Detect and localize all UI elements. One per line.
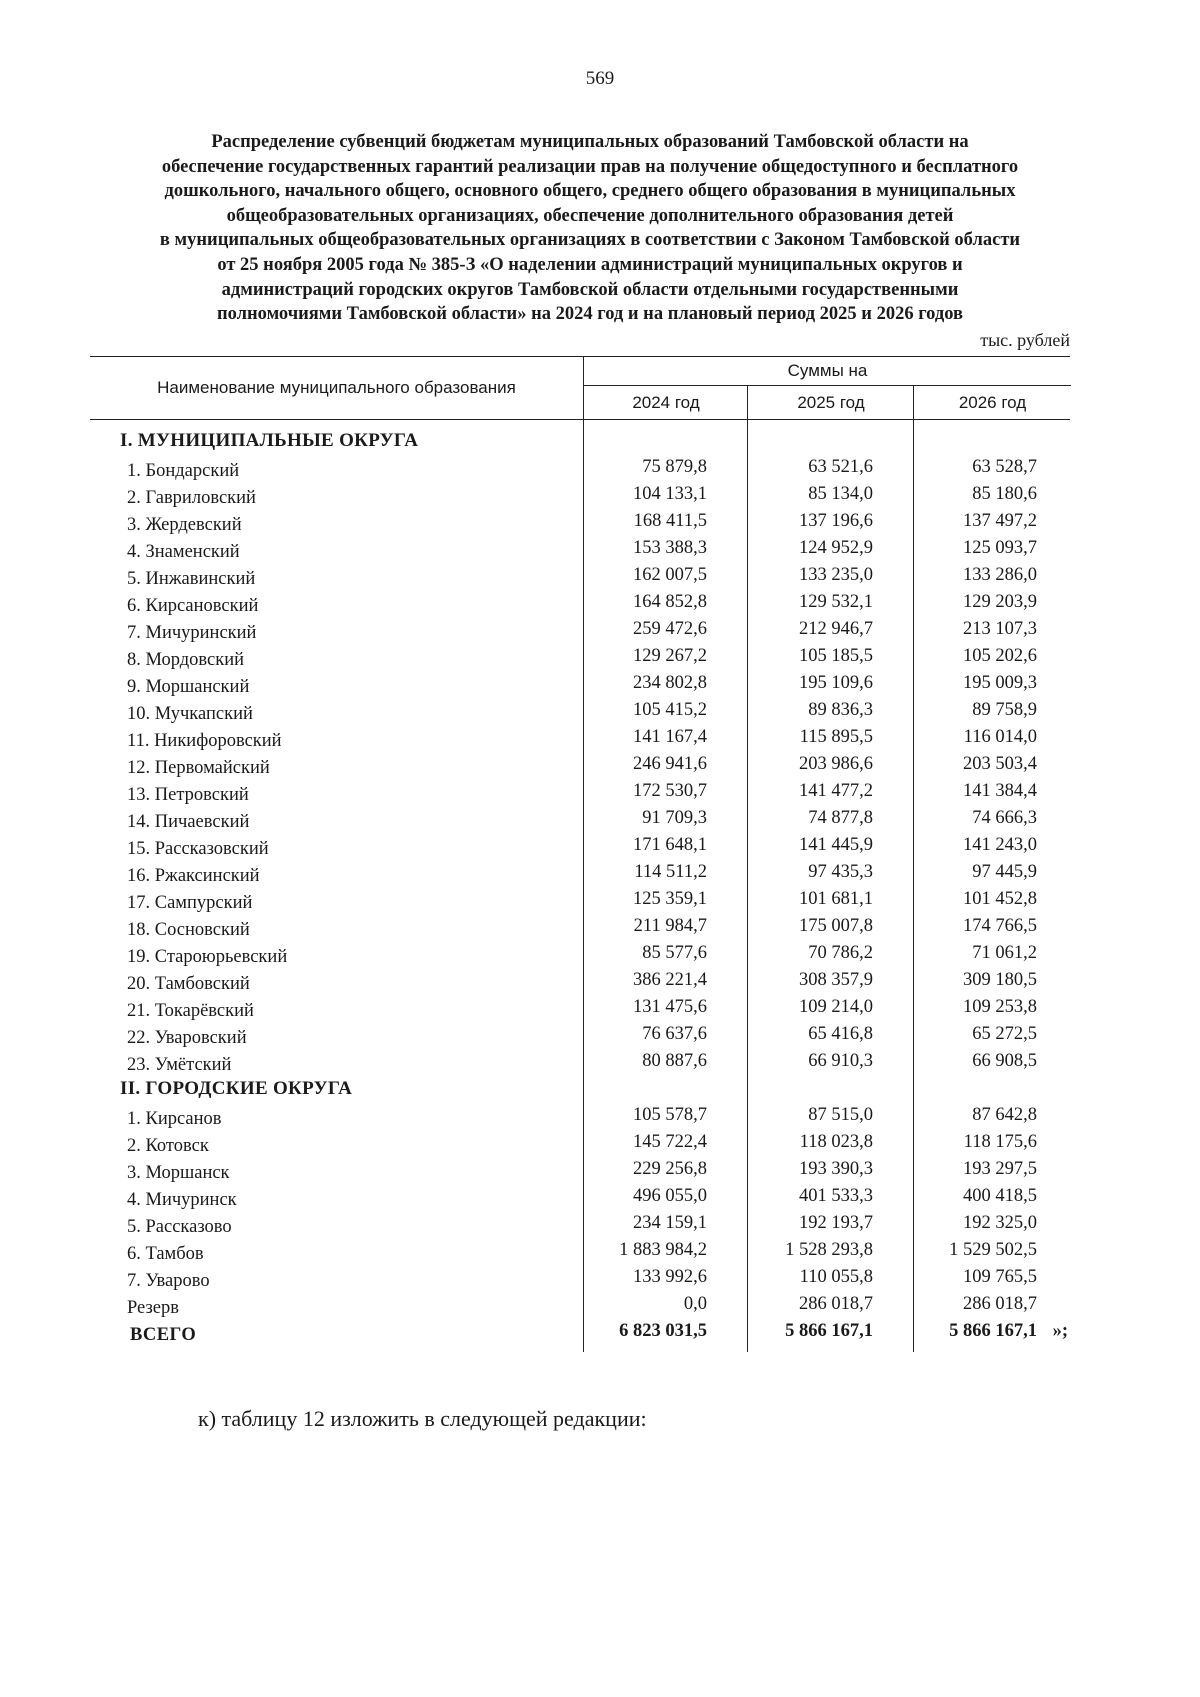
cell-2024: 1 883 984,2 bbox=[619, 1240, 707, 1260]
cell-2025: 105 185,5 bbox=[799, 646, 873, 666]
cell-2025: 401 533,3 bbox=[799, 1186, 873, 1206]
row-name: 21. Токарёвский bbox=[127, 1001, 254, 1021]
cell-2025: 101 681,1 bbox=[799, 889, 873, 909]
cell-2026: 5 866 167,1 bbox=[949, 1321, 1037, 1341]
row-name: 19. Староюрьевский bbox=[127, 947, 288, 967]
cell-2024: 229 256,8 bbox=[633, 1159, 707, 1179]
row-name: 7. Уварово bbox=[127, 1271, 210, 1291]
title-line: обеспечение государственных гарантий реализации прав на получение общедоступного и бесплатного bbox=[161, 156, 1019, 177]
table-row bbox=[0, 1294, 1200, 1321]
cell-2026: 85 180,6 bbox=[972, 484, 1037, 504]
cell-2024: 131 475,6 bbox=[633, 997, 707, 1017]
cell-2024: 246 941,6 bbox=[633, 754, 707, 774]
cell-2024: 153 388,3 bbox=[633, 538, 707, 558]
table-row bbox=[0, 1051, 1200, 1078]
row-name: 5. Инжавинский bbox=[127, 569, 256, 589]
cell-2026: 141 243,0 bbox=[963, 835, 1037, 855]
cell-2025: 63 521,6 bbox=[808, 457, 873, 477]
row-name: ВСЕГО bbox=[130, 1325, 197, 1345]
row-name: 20. Тамбовский bbox=[127, 974, 250, 994]
row-name: 8. Мордовский bbox=[127, 650, 245, 670]
cell-2025: 65 416,8 bbox=[808, 1024, 873, 1044]
cell-2026: 63 528,7 bbox=[972, 457, 1037, 477]
row-name: 14. Пичаевский bbox=[127, 812, 250, 832]
cell-2024: 104 133,1 bbox=[633, 484, 707, 504]
table-row bbox=[0, 1105, 1200, 1132]
row-name: 3. Моршанск bbox=[127, 1163, 230, 1183]
table-row bbox=[0, 781, 1200, 808]
page-number: 569 bbox=[585, 68, 615, 89]
table-body bbox=[0, 430, 1200, 1348]
cell-2025: 70 786,2 bbox=[808, 943, 873, 963]
row-name: 18. Сосновский bbox=[127, 920, 250, 940]
table-row bbox=[0, 646, 1200, 673]
cell-2026: 66 908,5 bbox=[972, 1051, 1037, 1071]
cell-2024: 496 055,0 bbox=[633, 1186, 707, 1206]
cell-2026: 101 452,8 bbox=[963, 889, 1037, 909]
table-header bbox=[90, 356, 1070, 420]
table-section-header bbox=[0, 430, 1200, 457]
cell-2025: 97 435,3 bbox=[808, 862, 873, 882]
cell-2026: 87 642,8 bbox=[972, 1105, 1037, 1125]
table-row bbox=[0, 943, 1200, 970]
cell-2024: 168 411,5 bbox=[633, 511, 707, 531]
cell-2026: 109 253,8 bbox=[963, 997, 1037, 1017]
cell-2025: 115 895,5 bbox=[799, 727, 873, 747]
table-total-row bbox=[0, 1321, 1200, 1348]
cell-2026: 174 766,5 bbox=[963, 916, 1037, 936]
cell-2024: 85 577,6 bbox=[642, 943, 707, 963]
cell-2024: 91 709,3 bbox=[642, 808, 707, 828]
cell-2026: 137 497,2 bbox=[963, 511, 1037, 531]
row-name: 1. Кирсанов bbox=[127, 1109, 222, 1129]
row-name: 17. Сампурский bbox=[127, 893, 253, 913]
table-section-header bbox=[0, 1078, 1200, 1105]
cell-2025: 5 866 167,1 bbox=[785, 1321, 873, 1341]
cell-2026: 286 018,7 bbox=[963, 1294, 1037, 1314]
row-name: 15. Рассказовский bbox=[127, 839, 269, 859]
column-group-header-sums: Суммы на bbox=[583, 357, 1071, 386]
cell-2026: 118 175,6 bbox=[963, 1132, 1037, 1152]
cell-2025: 286 018,7 bbox=[799, 1294, 873, 1314]
row-name: 7. Мичуринский bbox=[127, 623, 257, 643]
cell-2026: 195 009,3 bbox=[963, 673, 1037, 693]
row-name: 4. Мичуринск bbox=[127, 1190, 237, 1210]
document-title bbox=[90, 130, 1090, 327]
cell-2026: 141 384,4 bbox=[963, 781, 1037, 801]
cell-2025: 203 986,6 bbox=[799, 754, 873, 774]
cell-2024: 259 472,6 bbox=[633, 619, 707, 639]
table-row bbox=[0, 835, 1200, 862]
cell-2024: 386 221,4 bbox=[633, 970, 707, 990]
cell-2024: 125 359,1 bbox=[633, 889, 707, 909]
cell-2026: 1 529 502,5 bbox=[949, 1240, 1037, 1260]
column-header-2025: 2025 год bbox=[747, 386, 914, 419]
cell-2025: 141 445,9 bbox=[799, 835, 873, 855]
cell-2025: 74 877,8 bbox=[808, 808, 873, 828]
cell-2025: 129 532,1 bbox=[799, 592, 873, 612]
cell-2025: 195 109,6 bbox=[799, 673, 873, 693]
row-name: 16. Ржаксинский bbox=[127, 866, 260, 886]
cell-2025: 118 023,8 bbox=[799, 1132, 873, 1152]
cell-2026: 133 286,0 bbox=[963, 565, 1037, 585]
cell-2026: 125 093,7 bbox=[963, 538, 1037, 558]
cell-2026: 203 503,4 bbox=[963, 754, 1037, 774]
table-row bbox=[0, 592, 1200, 619]
title-line: полномочиями Тамбовской области» на 2024 год и на плановый период 2025 и 2026 годов bbox=[216, 304, 964, 325]
cell-2026: 213 107,3 bbox=[963, 619, 1037, 639]
row-name: I. МУНИЦИПАЛЬНЫЕ ОКРУГА bbox=[120, 430, 419, 451]
table-row bbox=[0, 565, 1200, 592]
row-name: 2. Котовск bbox=[127, 1136, 209, 1156]
cell-2025: 308 357,9 bbox=[799, 970, 873, 990]
cell-2026: 97 445,9 bbox=[972, 862, 1037, 882]
cell-2026: 65 272,5 bbox=[972, 1024, 1037, 1044]
units-label: тыс. рублей bbox=[980, 330, 1070, 350]
row-name: 12. Первомайский bbox=[127, 758, 270, 778]
cell-2025: 124 952,9 bbox=[799, 538, 873, 558]
cell-2026: 193 297,5 bbox=[963, 1159, 1037, 1179]
cell-2024: 234 159,1 bbox=[633, 1213, 707, 1233]
table-row bbox=[0, 1267, 1200, 1294]
column-header-name: Наименование муниципального образования bbox=[157, 378, 516, 397]
row-name: II. ГОРОДСКИЕ ОКРУГА bbox=[120, 1078, 353, 1099]
column-header-2026: 2026 год bbox=[913, 386, 1071, 419]
table-row bbox=[0, 457, 1200, 484]
cell-2025: 137 196,6 bbox=[799, 511, 873, 531]
instruction-text: к) таблицу 12 изложить в следующей редакции: bbox=[198, 1406, 647, 1431]
cell-2026: 105 202,6 bbox=[963, 646, 1037, 666]
table-row bbox=[0, 916, 1200, 943]
table-row bbox=[0, 484, 1200, 511]
cell-2024: 80 887,6 bbox=[642, 1051, 707, 1071]
table-row bbox=[0, 727, 1200, 754]
cell-2024: 211 984,7 bbox=[633, 916, 707, 936]
cell-2024: 0,0 bbox=[683, 1294, 707, 1314]
cell-2025: 110 055,8 bbox=[799, 1267, 873, 1287]
table-row bbox=[0, 754, 1200, 781]
table-row bbox=[0, 862, 1200, 889]
cell-2026: 74 666,3 bbox=[972, 808, 1037, 828]
cell-2026: 116 014,0 bbox=[963, 727, 1037, 747]
cell-2025: 1 528 293,8 bbox=[785, 1240, 873, 1260]
cell-2025: 89 836,3 bbox=[808, 700, 873, 720]
cell-2026: 129 203,9 bbox=[963, 592, 1037, 612]
row-name: 6. Кирсановский bbox=[127, 596, 259, 616]
table-row bbox=[0, 1186, 1200, 1213]
table-row bbox=[0, 619, 1200, 646]
table-row bbox=[0, 511, 1200, 538]
cell-2025: 85 134,0 bbox=[808, 484, 873, 504]
row-name: 9. Моршанский bbox=[127, 677, 250, 697]
title-line: от 25 ноября 2005 года № 385-З «О наделении администраций муниципальных округов и bbox=[217, 254, 963, 275]
row-name: 3. Жердевский bbox=[127, 515, 242, 535]
cell-2025: 87 515,0 bbox=[808, 1105, 873, 1125]
title-line: дошкольного, начального общего, основного общего, среднего общего образования в муниципальных bbox=[164, 181, 1016, 202]
cell-2025: 193 390,3 bbox=[799, 1159, 873, 1179]
row-name: Резерв bbox=[127, 1298, 179, 1318]
cell-2024: 105 415,2 bbox=[633, 700, 707, 720]
cell-2024: 141 167,4 bbox=[633, 727, 707, 747]
row-name: 23. Умётский bbox=[127, 1055, 232, 1075]
table-row bbox=[0, 538, 1200, 565]
column-header-2024: 2024 год bbox=[583, 386, 748, 419]
cell-2025: 192 193,7 bbox=[799, 1213, 873, 1233]
cell-2025: 175 007,8 bbox=[799, 916, 873, 936]
cell-2024: 162 007,5 bbox=[633, 565, 707, 585]
cell-2024: 114 511,2 bbox=[634, 862, 707, 882]
table-row bbox=[0, 1240, 1200, 1267]
cell-2024: 164 852,8 bbox=[633, 592, 707, 612]
cell-2026: 400 418,5 bbox=[963, 1186, 1037, 1206]
row-name: 4. Знаменский bbox=[127, 542, 240, 562]
table-row bbox=[0, 1132, 1200, 1159]
row-name: 5. Рассказово bbox=[127, 1217, 232, 1237]
cell-2024: 105 578,7 bbox=[633, 1105, 707, 1125]
cell-2024: 145 722,4 bbox=[633, 1132, 707, 1152]
cell-2024: 234 802,8 bbox=[633, 673, 707, 693]
closing-quote: »; bbox=[1052, 1321, 1068, 1341]
title-line: общеобразовательных организациях, обеспечение дополнительного образования детей bbox=[226, 205, 954, 226]
cell-2026: 192 325,0 bbox=[963, 1213, 1037, 1233]
row-name: 2. Гавриловский bbox=[127, 488, 256, 508]
title-line: в муниципальных общеобразовательных организациях в соответствии с Законом Тамбовской области bbox=[159, 230, 1021, 251]
row-name: 11. Никифоровский bbox=[127, 731, 282, 751]
title-line: администраций городских округов Тамбовской области отдельными государственными bbox=[221, 279, 959, 300]
table-row bbox=[0, 700, 1200, 727]
cell-2026: 109 765,5 bbox=[963, 1267, 1037, 1287]
cell-2026: 309 180,5 bbox=[963, 970, 1037, 990]
row-name: 1. Бондарский bbox=[127, 461, 240, 481]
table-row bbox=[0, 673, 1200, 700]
table-row bbox=[0, 970, 1200, 997]
table-row bbox=[0, 997, 1200, 1024]
cell-2025: 66 910,3 bbox=[808, 1051, 873, 1071]
row-name: 10. Мучкапский bbox=[127, 704, 253, 724]
cell-2026: 71 061,2 bbox=[972, 943, 1037, 963]
cell-2024: 76 637,6 bbox=[642, 1024, 707, 1044]
cell-2024: 129 267,2 bbox=[633, 646, 707, 666]
cell-2024: 6 823 031,5 bbox=[619, 1321, 707, 1341]
table-row bbox=[0, 1159, 1200, 1186]
table-row bbox=[0, 1024, 1200, 1051]
cell-2025: 141 477,2 bbox=[799, 781, 873, 801]
cell-2025: 109 214,0 bbox=[799, 997, 873, 1017]
cell-2026: 89 758,9 bbox=[972, 700, 1037, 720]
row-name: 13. Петровский bbox=[127, 785, 249, 805]
cell-2025: 212 946,7 bbox=[799, 619, 873, 639]
cell-2024: 171 648,1 bbox=[633, 835, 707, 855]
table-row bbox=[0, 808, 1200, 835]
row-name: 6. Тамбов bbox=[127, 1244, 204, 1264]
table-row bbox=[0, 889, 1200, 916]
cell-2024: 75 879,8 bbox=[642, 457, 707, 477]
cell-2025: 133 235,0 bbox=[799, 565, 873, 585]
title-line: Распределение субвенций бюджетам муниципальных образований Тамбовской области на bbox=[211, 132, 969, 152]
cell-2024: 133 992,6 bbox=[633, 1267, 707, 1287]
row-name: 22. Уваровский bbox=[127, 1028, 247, 1048]
table-row bbox=[0, 1213, 1200, 1240]
cell-2024: 172 530,7 bbox=[633, 781, 707, 801]
